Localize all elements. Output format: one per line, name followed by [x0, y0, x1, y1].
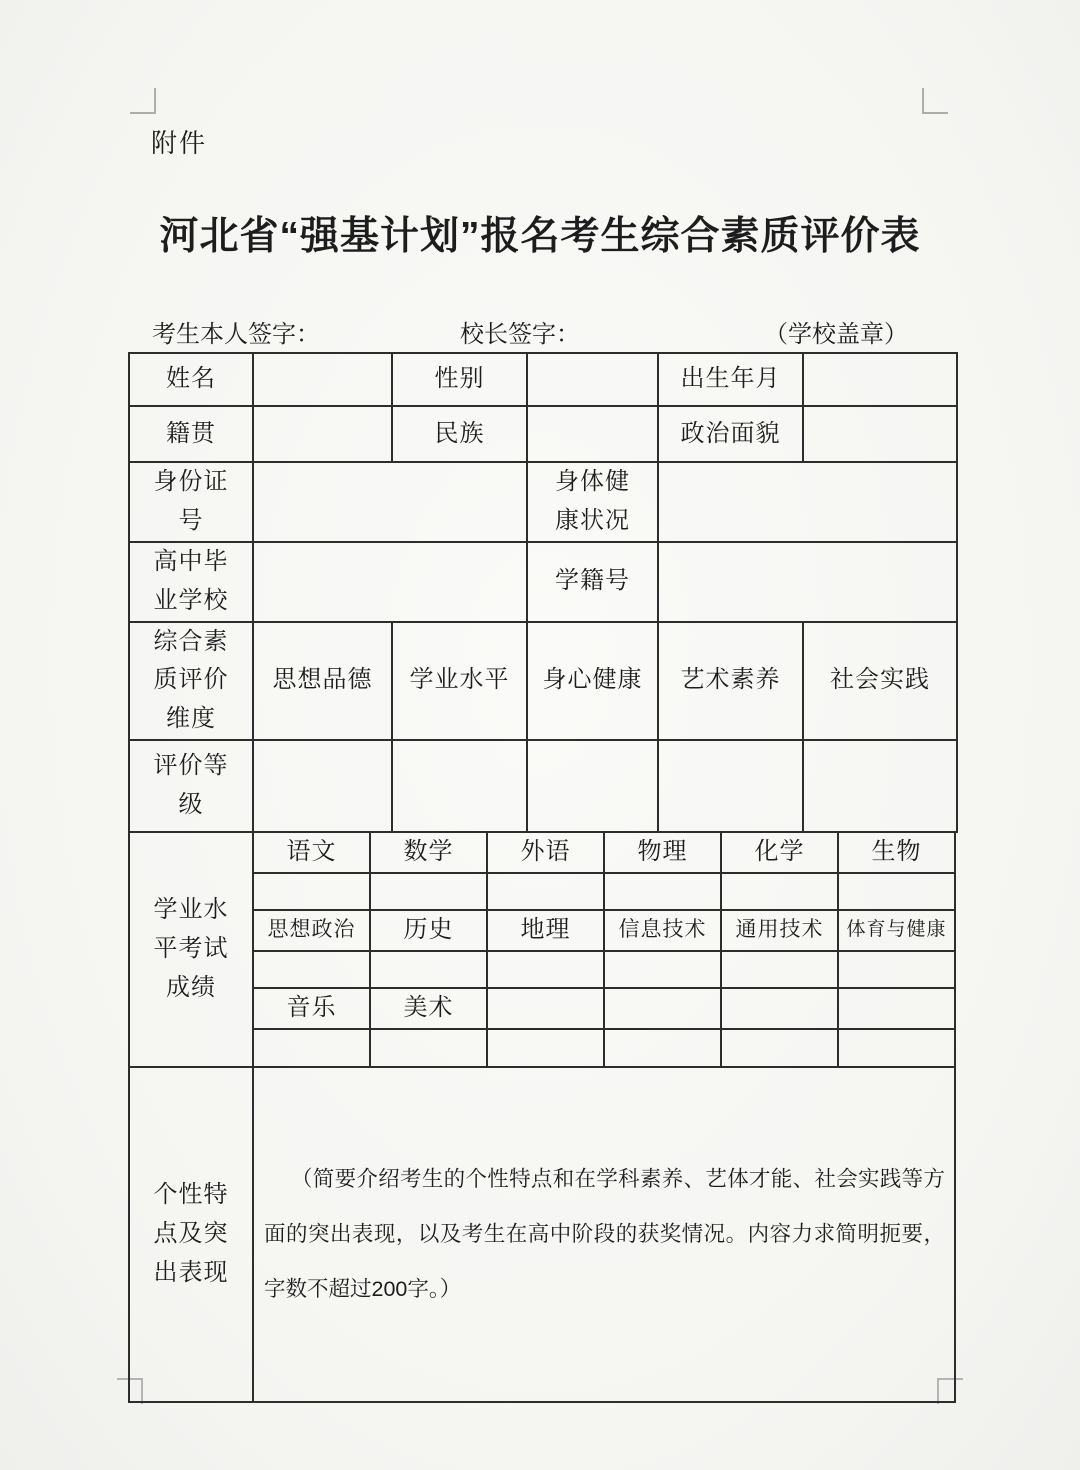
political-status-value-cell: [803, 406, 957, 462]
score-subject-row-3: [129, 988, 955, 1029]
principal-signature-label: 校长签字：: [460, 321, 580, 348]
subject-empty-cell: [604, 988, 721, 1029]
grade-value-cell: [803, 740, 957, 832]
score-value-cell: [604, 873, 721, 910]
score-value-cell: [370, 1029, 487, 1067]
subject-fine-arts: 美术: [370, 988, 487, 1029]
political-status-label: 政治面貌: [658, 406, 803, 462]
row-school-studentid: [129, 542, 957, 622]
dimension-art: 艺术素养: [658, 622, 803, 741]
academic-scores-table: [128, 831, 956, 1068]
grade-value-cell: [527, 740, 658, 832]
graduate-school-label: 高中毕业学校: [129, 542, 253, 622]
id-number-label: 身份证号: [129, 462, 253, 542]
row-id-health: [129, 462, 957, 542]
score-value-cell: [838, 951, 955, 988]
grade-value-cell: [658, 740, 803, 832]
subject-politics: 思想政治: [253, 910, 370, 951]
subject-geography: 地理: [487, 910, 604, 951]
subject-information-technology: 信息技术: [604, 910, 721, 951]
subject-pe-health: 体育与健康: [838, 910, 955, 951]
ethnicity-value-cell: [527, 406, 658, 462]
row-origin-ethnic-politics: [129, 406, 957, 462]
row-name-gender-birth: [129, 353, 957, 406]
score-value-cell: [370, 873, 487, 910]
evaluation-form: [128, 352, 956, 1403]
row-personality: [129, 1067, 955, 1402]
birth-date-value-cell: [803, 353, 957, 406]
dimension-moral: 思想品德: [253, 622, 392, 741]
score-value-cell: [838, 1029, 955, 1067]
row-evaluation-grade: [129, 740, 957, 832]
subject-chinese: 语文: [253, 832, 370, 873]
candidate-signature-label: 考生本人签字：: [152, 321, 320, 348]
score-value-cell: [487, 1029, 604, 1067]
personality-label: 个性特点及突出表现: [129, 1067, 253, 1402]
personality-table: [128, 1066, 956, 1403]
health-status-value-cell: [658, 462, 957, 542]
gender-label: 性别: [392, 353, 527, 406]
basic-info-table: [128, 352, 958, 833]
dimension-academic: 学业水平: [392, 622, 527, 741]
subject-chemistry: 化学: [721, 832, 838, 873]
subject-foreign-language: 外语: [487, 832, 604, 873]
subject-math: 数学: [370, 832, 487, 873]
score-value-cell: [487, 951, 604, 988]
birth-date-label: 出生年月: [658, 353, 803, 406]
score-value-cell: [838, 873, 955, 910]
graduate-school-value-cell: [253, 542, 527, 622]
score-value-cell: [721, 873, 838, 910]
subject-empty-cell: [721, 988, 838, 1029]
subject-music: 音乐: [253, 988, 370, 1029]
score-value-cell: [721, 951, 838, 988]
score-subject-row-1: [129, 832, 955, 873]
dimension-practice: 社会实践: [803, 622, 957, 741]
evaluation-grade-label: 评价等级: [129, 740, 253, 832]
student-id-value-cell: [658, 542, 957, 622]
crop-mark-top-right: [922, 88, 948, 114]
name-label: 姓名: [129, 353, 253, 406]
ethnicity-label: 民族: [392, 406, 527, 462]
grade-value-cell: [253, 740, 392, 832]
score-subject-row-2: [129, 910, 955, 951]
page-title: 河北省“强基计划”报名考生综合素质评价表: [159, 215, 921, 258]
native-place-value-cell: [253, 406, 392, 462]
score-value-cell: [604, 1029, 721, 1067]
evaluation-dimension-label: 综合素质评价维度: [129, 622, 253, 741]
native-place-label: 籍贯: [129, 406, 253, 462]
attachment-label: 附件: [151, 128, 208, 158]
score-value-row-1: [129, 873, 955, 910]
health-status-label: 身体健康状况: [527, 462, 658, 542]
subject-biology: 生物: [838, 832, 955, 873]
row-evaluation-dimensions: [129, 622, 957, 741]
score-value-cell: [370, 951, 487, 988]
personality-note: （简要介绍考生的个性特点和在学科素养、艺体才能、社会实践等方面的突出表现，以及考生在高中阶段的获奖情况。内容力求简明扼要，字数不超过200字。）: [253, 1067, 955, 1402]
subject-physics: 物理: [604, 832, 721, 873]
school-seal-label: （学校盖章）: [764, 321, 908, 348]
score-value-cell: [604, 951, 721, 988]
grade-value-cell: [392, 740, 527, 832]
score-value-cell: [253, 1029, 370, 1067]
subject-general-technology: 通用技术: [721, 910, 838, 951]
crop-mark-top-left: [130, 88, 156, 114]
score-value-row-3: [129, 1029, 955, 1067]
gender-value-cell: [527, 353, 658, 406]
id-number-value-cell: [253, 462, 527, 542]
subject-history: 历史: [370, 910, 487, 951]
subject-empty-cell: [487, 988, 604, 1029]
name-value-cell: [253, 353, 392, 406]
subject-empty-cell: [838, 988, 955, 1029]
academic-scores-label: 学业水平考试成绩: [129, 832, 253, 1067]
score-value-row-2: [129, 951, 955, 988]
score-value-cell: [253, 951, 370, 988]
score-value-cell: [721, 1029, 838, 1067]
student-id-label: 学籍号: [527, 542, 658, 622]
score-value-cell: [253, 873, 370, 910]
score-value-cell: [487, 873, 604, 910]
dimension-health: 身心健康: [527, 622, 658, 741]
